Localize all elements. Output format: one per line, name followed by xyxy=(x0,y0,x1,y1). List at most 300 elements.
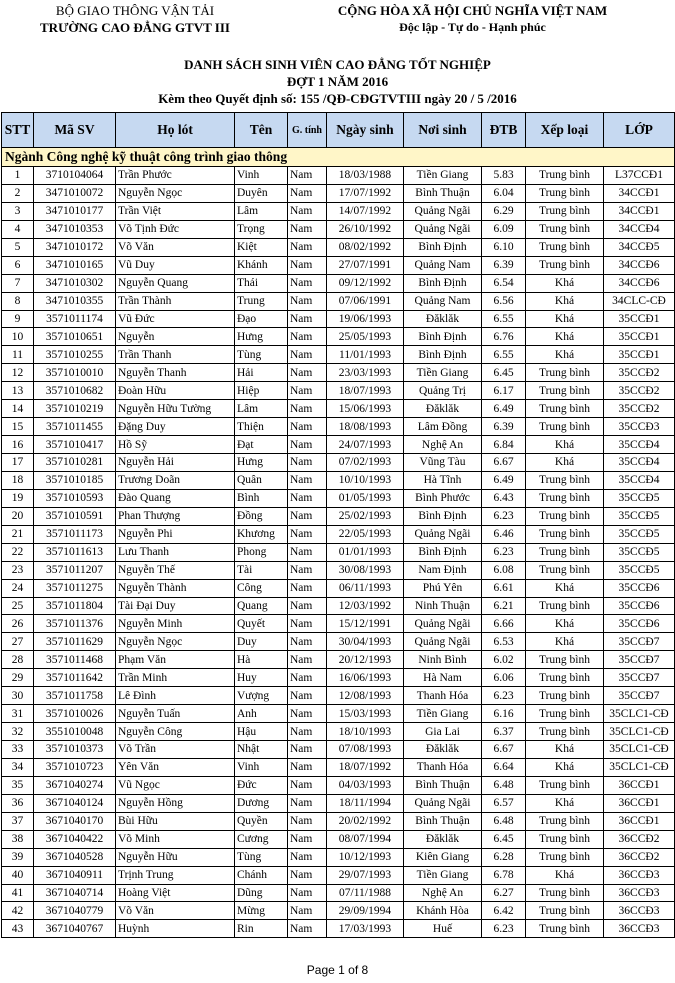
col-birth-date-cell: 18/03/1988 xyxy=(327,167,404,185)
col-last-middle-name-cell: Hoàng Việt xyxy=(116,884,235,902)
col-first-name-cell: Huy xyxy=(235,669,288,687)
col-stt-cell: 38 xyxy=(2,830,34,848)
col-gpa-cell: 6.09 xyxy=(482,220,526,238)
col-student-id-cell: 3571010185 xyxy=(34,471,116,489)
col-gender-cell: Nam xyxy=(288,884,327,902)
col-last-middle-name-cell: Võ Trần xyxy=(116,741,235,759)
col-class-cell: 36CCĐ1 xyxy=(604,794,675,812)
col-student-id-cell: 3671040767 xyxy=(34,920,116,938)
col-gpa-cell: 6.67 xyxy=(482,741,526,759)
col-gpa-cell: 6.57 xyxy=(482,794,526,812)
table-row xyxy=(2,669,675,687)
col-class-cell: 35CCĐ2 xyxy=(604,400,675,418)
col-gpa-cell: 5.83 xyxy=(482,167,526,185)
col-birth-date-cell: 24/07/1993 xyxy=(327,436,404,454)
col-last-middle-name-cell: Nguyễn Tuấn xyxy=(116,705,235,723)
col-birth-date-cell: 08/02/1992 xyxy=(327,238,404,256)
col-birth-place-cell: Hà Nam xyxy=(404,669,482,687)
col-gpa-cell: 6.23 xyxy=(482,920,526,938)
col-birth-place-cell: Thanh Hóa xyxy=(404,687,482,705)
table-row xyxy=(2,525,675,543)
col-gpa-cell: 6.49 xyxy=(482,400,526,418)
table-row xyxy=(2,400,675,418)
col-student-id-cell: 3571011275 xyxy=(34,579,116,597)
col-gpa-cell: 6.42 xyxy=(482,902,526,920)
col-birth-date-cell: 15/06/1993 xyxy=(327,400,404,418)
col-first-name-cell: Khánh xyxy=(235,256,288,274)
col-first-name-cell: Đức xyxy=(235,776,288,794)
col-last-middle-name-cell: Phan Thượng xyxy=(116,507,235,525)
col-birth-date-cell: 19/06/1993 xyxy=(327,310,404,328)
col-birth-place-cell: Đăklăk xyxy=(404,400,482,418)
col-student-id-cell: 3571011173 xyxy=(34,525,116,543)
col-birth-date-cell: 29/09/1994 xyxy=(327,902,404,920)
col-birth-date-cell: 16/06/1993 xyxy=(327,669,404,687)
col-first-name-cell: Thái xyxy=(235,274,288,292)
col-class-header: LỚP xyxy=(604,113,675,148)
col-gender-cell: Nam xyxy=(288,292,327,310)
col-gender-cell: Nam xyxy=(288,830,327,848)
table-row xyxy=(2,167,675,185)
col-first-name-cell: Công xyxy=(235,579,288,597)
col-gpa-cell: 6.10 xyxy=(482,238,526,256)
table-row xyxy=(2,436,675,454)
col-gpa-cell: 6.02 xyxy=(482,651,526,669)
col-gpa-cell: 6.37 xyxy=(482,723,526,741)
col-stt-cell: 43 xyxy=(2,920,34,938)
col-birth-place-header: Nơi sinh xyxy=(404,113,482,148)
col-first-name-cell: Hải xyxy=(235,364,288,382)
col-first-name-cell: Cương xyxy=(235,830,288,848)
col-gpa-cell: 6.21 xyxy=(482,597,526,615)
col-birth-place-cell: Quảng Nam xyxy=(404,256,482,274)
col-birth-place-cell: Ninh Thuận xyxy=(404,597,482,615)
col-last-middle-name-cell: Trịnh Trung xyxy=(116,866,235,884)
col-gpa-cell: 6.56 xyxy=(482,292,526,310)
col-gender-cell: Nam xyxy=(288,167,327,185)
col-birth-place-cell: Bình Định xyxy=(404,238,482,256)
col-stt-cell: 28 xyxy=(2,651,34,669)
col-gender-cell: Nam xyxy=(288,705,327,723)
col-birth-date-cell: 09/12/1992 xyxy=(327,274,404,292)
col-stt-cell: 35 xyxy=(2,776,34,794)
col-last-middle-name-cell: Trần Thanh xyxy=(116,346,235,364)
col-gender-cell: Nam xyxy=(288,202,327,220)
col-gpa-cell: 6.67 xyxy=(482,454,526,472)
col-first-name-cell: Vinh xyxy=(235,758,288,776)
col-birth-date-cell: 08/07/1994 xyxy=(327,830,404,848)
col-gender-cell: Nam xyxy=(288,848,327,866)
col-stt-cell: 40 xyxy=(2,866,34,884)
col-first-name-cell: Hưng xyxy=(235,328,288,346)
col-stt-cell: 15 xyxy=(2,418,34,436)
col-first-name-cell: Mừng xyxy=(235,902,288,920)
col-class-cell: 35CCĐ7 xyxy=(604,687,675,705)
col-stt-cell: 4 xyxy=(2,220,34,238)
col-birth-date-cell: 15/03/1993 xyxy=(327,705,404,723)
col-stt-cell: 9 xyxy=(2,310,34,328)
col-class-cell: 34CCĐ4 xyxy=(604,220,675,238)
col-class-cell: L37CCĐ1 xyxy=(604,167,675,185)
col-gender-cell: Nam xyxy=(288,866,327,884)
col-student-id-cell: 3471010302 xyxy=(34,274,116,292)
col-first-name-cell: Lâm xyxy=(235,400,288,418)
col-stt-cell: 5 xyxy=(2,238,34,256)
col-student-id-cell: 3571010682 xyxy=(34,382,116,400)
col-class-cell: 35CLC1-CĐ xyxy=(604,723,675,741)
col-last-middle-name-cell: Đặng Duy xyxy=(116,418,235,436)
col-gender-cell: Nam xyxy=(288,454,327,472)
col-stt-cell: 33 xyxy=(2,741,34,759)
col-birth-place-cell: Tiền Giang xyxy=(404,167,482,185)
col-rank-cell: Trung bình xyxy=(526,848,604,866)
col-birth-place-cell: Gia Lai xyxy=(404,723,482,741)
col-student-id-cell: 3571011455 xyxy=(34,418,116,436)
col-gender-cell: Nam xyxy=(288,184,327,202)
col-rank-header: Xếp loại xyxy=(526,113,604,148)
col-birth-date-cell: 18/10/1993 xyxy=(327,723,404,741)
col-birth-place-cell: Phú Yên xyxy=(404,579,482,597)
col-stt-cell: 27 xyxy=(2,633,34,651)
col-first-name-cell: Dũng xyxy=(235,884,288,902)
col-stt-cell: 19 xyxy=(2,489,34,507)
col-class-cell: 36CCĐ3 xyxy=(604,866,675,884)
col-birth-date-cell: 07/08/1993 xyxy=(327,741,404,759)
col-last-middle-name-cell: Vũ Ngọc xyxy=(116,776,235,794)
col-last-middle-name-header: Họ lót xyxy=(116,113,235,148)
col-birth-place-cell: Đăklăk xyxy=(404,830,482,848)
col-birth-date-cell: 30/04/1993 xyxy=(327,633,404,651)
col-stt-cell: 36 xyxy=(2,794,34,812)
document-header-right xyxy=(270,2,675,36)
table-row xyxy=(2,220,675,238)
col-birth-date-cell: 07/06/1991 xyxy=(327,292,404,310)
col-birth-date-cell: 18/07/1993 xyxy=(327,382,404,400)
col-birth-date-cell: 10/10/1993 xyxy=(327,471,404,489)
col-stt-cell: 32 xyxy=(2,723,34,741)
table-header-row xyxy=(2,113,675,148)
col-gender-cell: Nam xyxy=(288,776,327,794)
col-class-cell: 34CCĐ6 xyxy=(604,256,675,274)
col-rank-cell: Khá xyxy=(526,274,604,292)
col-gender-cell: Nam xyxy=(288,364,327,382)
col-class-cell: 35CCĐ6 xyxy=(604,579,675,597)
col-gpa-cell: 6.28 xyxy=(482,848,526,866)
col-first-name-cell: Quyền xyxy=(235,812,288,830)
col-rank-cell: Trung bình xyxy=(526,723,604,741)
col-first-name-cell: Quân xyxy=(235,471,288,489)
col-student-id-cell: 3671040714 xyxy=(34,884,116,902)
col-last-middle-name-cell: Đoàn Hữu xyxy=(116,382,235,400)
col-birth-date-cell: 27/07/1991 xyxy=(327,256,404,274)
col-gender-cell: Nam xyxy=(288,561,327,579)
col-student-id-cell: 3571010417 xyxy=(34,436,116,454)
col-student-id-cell: 3571010010 xyxy=(34,364,116,382)
col-rank-cell: Khá xyxy=(526,328,604,346)
col-first-name-cell: Duy xyxy=(235,633,288,651)
col-rank-cell: Trung bình xyxy=(526,489,604,507)
col-birth-place-cell: Bình Định xyxy=(404,346,482,364)
col-first-name-cell: Rin xyxy=(235,920,288,938)
col-last-middle-name-cell: Nguyễn Thế xyxy=(116,561,235,579)
table-row xyxy=(2,507,675,525)
col-class-cell: 34CCĐ1 xyxy=(604,184,675,202)
table-row xyxy=(2,741,675,759)
col-class-cell: 35CCĐ6 xyxy=(604,597,675,615)
col-student-id-cell: 3471010177 xyxy=(34,202,116,220)
col-rank-cell: Trung bình xyxy=(526,920,604,938)
col-gender-cell: Nam xyxy=(288,669,327,687)
col-class-cell: 36CCĐ1 xyxy=(604,776,675,794)
col-rank-cell: Trung bình xyxy=(526,364,604,382)
col-last-middle-name-cell: Đào Quang xyxy=(116,489,235,507)
col-gpa-cell: 6.17 xyxy=(482,382,526,400)
col-birth-place-cell: Bình Thuận xyxy=(404,812,482,830)
col-gender-cell: Nam xyxy=(288,436,327,454)
col-birth-place-cell: Đăklăk xyxy=(404,741,482,759)
page-number: Page 1 of 8 xyxy=(306,963,369,977)
col-class-cell: 35CCĐ2 xyxy=(604,364,675,382)
col-birth-date-cell: 17/03/1993 xyxy=(327,920,404,938)
col-gender-cell: Nam xyxy=(288,489,327,507)
col-last-middle-name-cell: Nguyễn Quang xyxy=(116,274,235,292)
col-last-middle-name-cell: Trương Doãn xyxy=(116,471,235,489)
col-birth-place-cell: Nghệ An xyxy=(404,884,482,902)
col-rank-cell: Trung bình xyxy=(526,597,604,615)
document-title: DANH SÁCH SINH VIÊN CAO ĐẲNG TỐT NGHIỆP xyxy=(184,57,491,72)
table-row xyxy=(2,382,675,400)
col-student-id-cell: 3571010593 xyxy=(34,489,116,507)
col-first-name-cell: Duyên xyxy=(235,184,288,202)
col-birth-place-cell: Bình Định xyxy=(404,274,482,292)
col-gpa-cell: 6.78 xyxy=(482,866,526,884)
col-birth-place-cell: Tiền Giang xyxy=(404,866,482,884)
col-gpa-cell: 6.76 xyxy=(482,328,526,346)
col-first-name-cell: Nhật xyxy=(235,741,288,759)
col-gpa-cell: 6.66 xyxy=(482,615,526,633)
col-last-middle-name-cell: Nguyễn Minh xyxy=(116,615,235,633)
col-stt-cell: 2 xyxy=(2,184,34,202)
col-first-name-cell: Trọng xyxy=(235,220,288,238)
col-last-middle-name-cell: Nguyễn Thanh xyxy=(116,364,235,382)
col-class-cell: 35CLC1-CĐ xyxy=(604,705,675,723)
col-first-name-cell: Quang xyxy=(235,597,288,615)
col-class-cell: 36CCĐ3 xyxy=(604,884,675,902)
col-student-id-cell: 3551010048 xyxy=(34,723,116,741)
table-row xyxy=(2,364,675,382)
col-student-id-cell: 3471010165 xyxy=(34,256,116,274)
col-gender-cell: Nam xyxy=(288,238,327,256)
col-last-middle-name-cell: Trần Phước xyxy=(116,167,235,185)
col-birth-place-cell: Thanh Hóa xyxy=(404,758,482,776)
col-class-cell: 35CCĐ5 xyxy=(604,525,675,543)
col-rank-cell: Trung bình xyxy=(526,507,604,525)
col-first-name-cell: Đạt xyxy=(235,436,288,454)
col-gpa-cell: 6.04 xyxy=(482,184,526,202)
col-class-cell: 34CCĐ1 xyxy=(604,202,675,220)
col-birth-place-cell: Quảng Ngãi xyxy=(404,794,482,812)
col-birth-date-cell: 06/11/1993 xyxy=(327,579,404,597)
col-rank-cell: Khá xyxy=(526,579,604,597)
col-first-name-cell: Tùng xyxy=(235,848,288,866)
col-first-name-cell: Khương xyxy=(235,525,288,543)
col-last-middle-name-cell: Nguyễn Ngọc xyxy=(116,184,235,202)
col-gender-cell: Nam xyxy=(288,382,327,400)
table-row xyxy=(2,597,675,615)
col-gender-cell: Nam xyxy=(288,256,327,274)
col-rank-cell: Trung bình xyxy=(526,812,604,830)
col-last-middle-name-cell: Nguyễn Công xyxy=(116,723,235,741)
col-first-name-cell: Dương xyxy=(235,794,288,812)
col-stt-cell: 12 xyxy=(2,364,34,382)
republic-name: CỘNG HÒA XÃ HỘI CHỦ NGHĨA VIỆT NAM xyxy=(337,3,608,18)
col-last-middle-name-cell: Huỳnh xyxy=(116,920,235,938)
col-rank-cell: Trung bình xyxy=(526,651,604,669)
col-gpa-cell: 6.39 xyxy=(482,418,526,436)
col-student-id-cell: 3571011804 xyxy=(34,597,116,615)
col-student-id-header: Mã SV xyxy=(34,113,116,148)
col-class-cell: 35CCĐ4 xyxy=(604,471,675,489)
col-first-name-cell: Hiệp xyxy=(235,382,288,400)
col-gender-cell: Nam xyxy=(288,723,327,741)
col-rank-cell: Khá xyxy=(526,310,604,328)
col-last-middle-name-cell: Trần Thành xyxy=(116,292,235,310)
col-student-id-cell: 3571010219 xyxy=(34,400,116,418)
col-class-cell: 35CCĐ5 xyxy=(604,507,675,525)
col-gender-cell: Nam xyxy=(288,400,327,418)
col-rank-cell: Khá xyxy=(526,794,604,812)
col-birth-date-cell: 23/03/1993 xyxy=(327,364,404,382)
col-birth-date-cell: 12/08/1993 xyxy=(327,687,404,705)
col-stt-cell: 20 xyxy=(2,507,34,525)
col-class-cell: 36CCĐ1 xyxy=(604,812,675,830)
col-rank-cell: Trung bình xyxy=(526,884,604,902)
col-gender-header: G. tính xyxy=(288,113,327,148)
national-motto: Độc lập - Tự do - Hạnh phúc xyxy=(399,20,546,34)
table-row xyxy=(2,830,675,848)
col-rank-cell: Trung bình xyxy=(526,400,604,418)
col-birth-place-cell: Quảng Ngãi xyxy=(404,525,482,543)
col-student-id-cell: 3471010172 xyxy=(34,238,116,256)
col-first-name-cell: Kiệt xyxy=(235,238,288,256)
table-row xyxy=(2,310,675,328)
col-stt-cell: 11 xyxy=(2,346,34,364)
col-student-id-cell: 3471010353 xyxy=(34,220,116,238)
table-row xyxy=(2,184,675,202)
col-gpa-cell: 6.23 xyxy=(482,507,526,525)
col-gpa-header: ĐTB xyxy=(482,113,526,148)
col-gpa-cell: 6.29 xyxy=(482,202,526,220)
table-row xyxy=(2,633,675,651)
col-stt-cell: 16 xyxy=(2,436,34,454)
col-birth-date-cell: 10/12/1993 xyxy=(327,848,404,866)
col-birth-place-cell: Bình Phước xyxy=(404,489,482,507)
col-rank-cell: Trung bình xyxy=(526,705,604,723)
col-birth-place-cell: Vũng Tàu xyxy=(404,454,482,472)
col-last-middle-name-cell: Nguyễn Thành xyxy=(116,579,235,597)
col-student-id-cell: 3571010723 xyxy=(34,758,116,776)
table-row xyxy=(2,202,675,220)
table-row xyxy=(2,346,675,364)
table-row xyxy=(2,274,675,292)
col-birth-date-cell: 18/07/1992 xyxy=(327,758,404,776)
col-gpa-cell: 6.06 xyxy=(482,669,526,687)
col-first-name-cell: Chánh xyxy=(235,866,288,884)
table-row xyxy=(2,579,675,597)
col-gpa-cell: 6.39 xyxy=(482,256,526,274)
col-birth-date-cell: 29/07/1993 xyxy=(327,866,404,884)
col-student-id-cell: 3571011613 xyxy=(34,543,116,561)
col-class-cell: 35CLC1-CĐ xyxy=(604,741,675,759)
col-last-middle-name-cell: Lê Đình xyxy=(116,687,235,705)
table-row xyxy=(2,687,675,705)
table-row xyxy=(2,561,675,579)
col-gpa-cell: 6.61 xyxy=(482,579,526,597)
col-first-name-cell: Đồng xyxy=(235,507,288,525)
col-gender-cell: Nam xyxy=(288,274,327,292)
col-class-cell: 36CCĐ2 xyxy=(604,830,675,848)
col-last-middle-name-cell: Bùi Hữu xyxy=(116,812,235,830)
col-stt-header: STT xyxy=(2,113,34,148)
col-student-id-cell: 3571011758 xyxy=(34,687,116,705)
table-row xyxy=(2,256,675,274)
col-rank-cell: Trung bình xyxy=(526,830,604,848)
table-row xyxy=(2,238,675,256)
col-student-id-cell: 3571010651 xyxy=(34,328,116,346)
col-gpa-cell: 6.08 xyxy=(482,561,526,579)
col-birth-date-cell: 01/05/1993 xyxy=(327,489,404,507)
col-gpa-cell: 6.46 xyxy=(482,525,526,543)
col-stt-cell: 1 xyxy=(2,167,34,185)
col-stt-cell: 14 xyxy=(2,400,34,418)
col-rank-cell: Khá xyxy=(526,292,604,310)
col-birth-place-cell: Ninh Bình xyxy=(404,651,482,669)
col-class-cell: 35CCĐ7 xyxy=(604,651,675,669)
table-row xyxy=(2,489,675,507)
col-student-id-cell: 3571011629 xyxy=(34,633,116,651)
major-group-row xyxy=(2,148,675,167)
col-rank-cell: Trung bình xyxy=(526,543,604,561)
col-first-name-cell: Hưng xyxy=(235,454,288,472)
col-first-name-cell: Trung xyxy=(235,292,288,310)
col-last-middle-name-cell: Nguyễn Hải xyxy=(116,454,235,472)
col-rank-cell: Khá xyxy=(526,866,604,884)
col-last-middle-name-cell: Phạm Văn xyxy=(116,651,235,669)
col-rank-cell: Trung bình xyxy=(526,687,604,705)
col-last-middle-name-cell: Nguyễn Hữu Tường xyxy=(116,400,235,418)
col-last-middle-name-cell: Vũ Duy xyxy=(116,256,235,274)
col-last-middle-name-cell: Nguyễn Phi xyxy=(116,525,235,543)
col-birth-place-cell: Bình Thuận xyxy=(404,184,482,202)
col-rank-cell: Trung bình xyxy=(526,167,604,185)
col-first-name-cell: Phong xyxy=(235,543,288,561)
col-rank-cell: Trung bình xyxy=(526,561,604,579)
col-birth-date-cell: 17/07/1992 xyxy=(327,184,404,202)
col-birth-place-cell: Huế xyxy=(404,920,482,938)
col-class-cell: 35CCĐ1 xyxy=(604,310,675,328)
col-gender-cell: Nam xyxy=(288,418,327,436)
col-gpa-cell: 6.55 xyxy=(482,346,526,364)
col-birth-date-cell: 14/07/1992 xyxy=(327,202,404,220)
col-stt-cell: 17 xyxy=(2,454,34,472)
col-rank-cell: Khá xyxy=(526,633,604,651)
table-row xyxy=(2,866,675,884)
col-birth-place-cell: Lâm Đồng xyxy=(404,418,482,436)
col-last-middle-name-cell: Nguyễn Ngọc xyxy=(116,633,235,651)
col-birth-date-cell: 20/12/1993 xyxy=(327,651,404,669)
col-birth-place-cell: Tiền Giang xyxy=(404,705,482,723)
col-gpa-cell: 6.49 xyxy=(482,471,526,489)
